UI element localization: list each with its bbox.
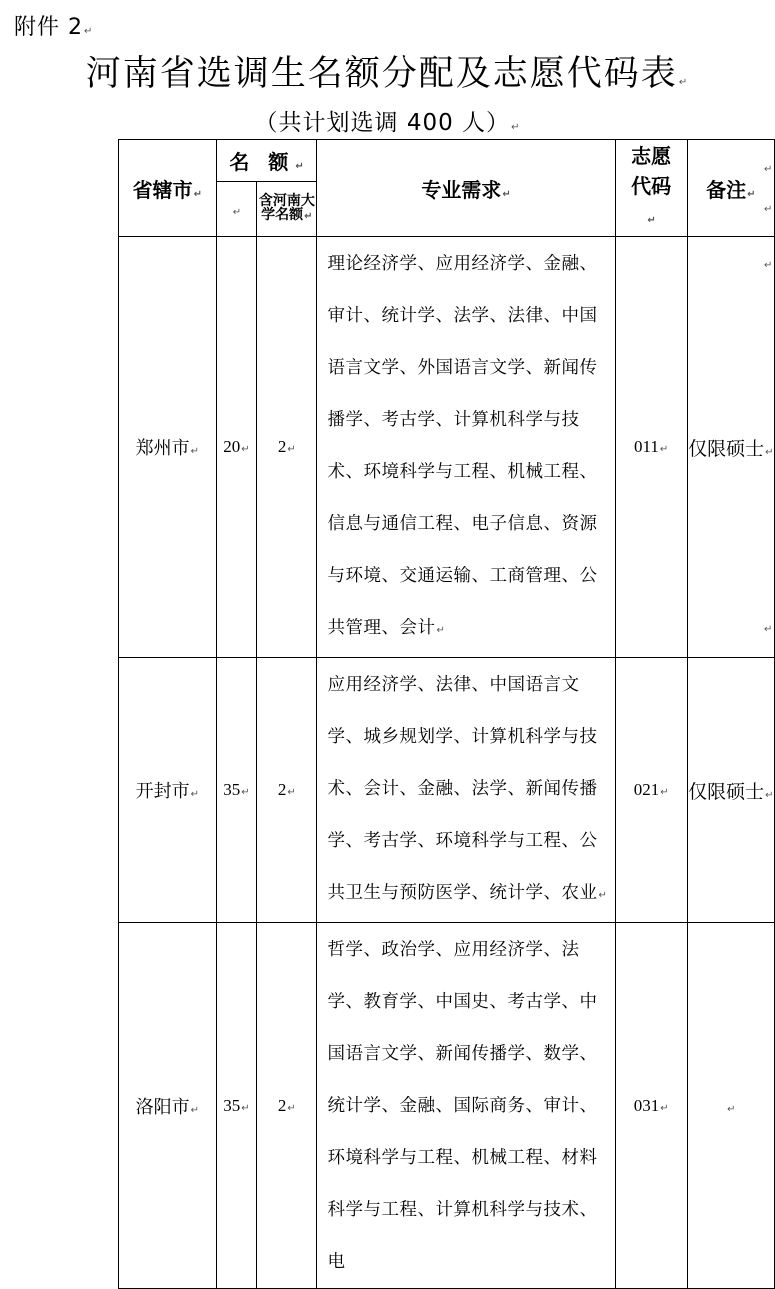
code-cell: 021↵ <box>615 658 687 923</box>
quota-cell: 35↵ <box>216 923 257 1289</box>
page-subtitle: （共计划选调 400 人）↵ <box>254 110 521 136</box>
header-quota: 名 额↵ <box>216 140 317 182</box>
paragraph-mark-icon: ↵ <box>511 122 521 133</box>
majors-cell: 理论经济学、应用经济学、金融、审计、统计学、法学、法律、中国语言文学、外国语言文学、新闻传播学、考古学、计算机科学与技术、环境科学与工程、机械工程、信息与通信工程、电子信息、资源与环境、交通运输、工商管理、公共管理、会计↵ <box>317 237 615 658</box>
quota-table <box>118 139 775 1289</box>
city-cell: 开封市↵ <box>119 658 217 923</box>
henan-university-quota-cell: 2↵ <box>257 923 317 1289</box>
henan-university-quota-cell: 2↵ <box>257 237 317 658</box>
paragraph-mark-icon: ↵ <box>84 26 94 37</box>
code-cell: 011↵ <box>615 237 687 658</box>
henan-university-quota-cell: 2↵ <box>257 658 317 923</box>
header-major-requirements: 专业需求↵ <box>317 140 615 237</box>
paragraph-mark-icon: ↵ <box>678 77 690 88</box>
code-cell: 031↵ <box>615 923 687 1289</box>
quota-cell: 20↵ <box>216 237 257 658</box>
remark-cell: 仅限硕士↵ <box>687 658 774 923</box>
majors-cell: 应用经济学、法律、中国语言文学、城乡规划学、计算机科学与技术、会计、金融、法学、新闻传播学、考古学、环境科学与工程、公共卫生与预防医学、统计学、农业↵ <box>317 658 615 923</box>
remark-cell: 仅限硕士↵ <box>687 237 774 658</box>
table-row <box>119 658 775 923</box>
header-henan-university-quota: 含河南大学名额↵ <box>257 182 317 237</box>
row-end-mark-icon: ↵ <box>764 164 773 175</box>
table-row <box>119 237 775 658</box>
attachment-label: 附件 2↵ <box>14 15 94 40</box>
header-quota-blank: ↵ <box>216 182 257 237</box>
remark-cell: ↵ <box>687 923 774 1289</box>
header-province-city: 省辖市↵ <box>119 140 217 237</box>
header-remarks: 备注↵ <box>687 140 774 237</box>
quota-cell: 35↵ <box>216 658 257 923</box>
row-end-mark-icon: ↵ <box>764 204 773 215</box>
table-row <box>119 923 775 1289</box>
row-end-mark-icon: ↵ <box>764 260 773 271</box>
majors-cell: 哲学、政治学、应用经济学、法学、教育学、中国史、考古学、中国语言文学、新闻传播学、数学、统计学、金融、国际商务、审计、环境科学与工程、机械工程、材料科学与工程、计算机科学与技术、电 <box>317 923 615 1289</box>
city-cell: 洛阳市↵ <box>119 923 217 1289</box>
row-end-mark-icon: ↵ <box>764 624 773 635</box>
page-title: 河南省选调生名额分配及志愿代码表↵ <box>85 54 690 94</box>
header-choice-code: 志愿代码↵ <box>615 140 687 237</box>
city-cell: 郑州市↵ <box>119 237 217 658</box>
